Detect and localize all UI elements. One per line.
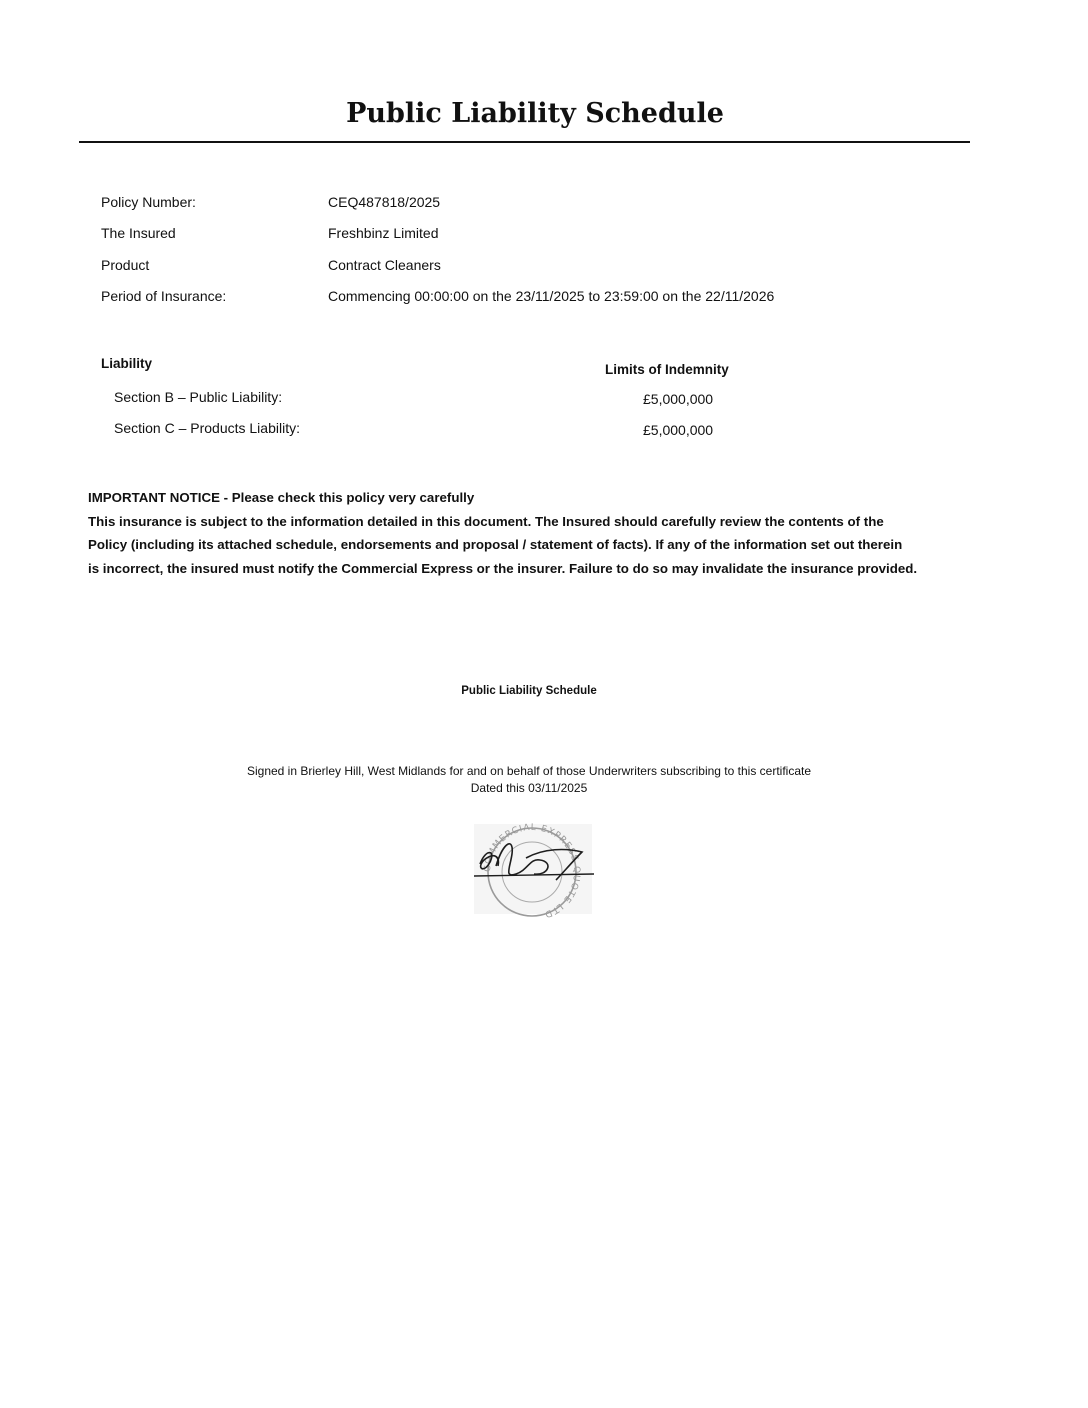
notice-title: IMPORTANT NOTICE - Please check this policy very carefully (88, 490, 475, 505)
signature-stamp (470, 818, 598, 918)
stamp-text: COMMERCIAL EXPRESS QUOTE LTD (482, 822, 582, 918)
important-notice (88, 486, 968, 580)
liability-heading: Liability (101, 356, 153, 371)
policy-number-label: Policy Number: (101, 194, 196, 210)
signed-text: Signed in Brierley Hill, West Midlands for and on behalf of those Underwriters subscribing to this certificate (246, 764, 812, 778)
product-label: Product (101, 257, 150, 273)
section-c-label: Section C – Products Liability: (114, 420, 300, 436)
period-value: Commencing 00:00:00 on the 23/11/2025 to 23:59:00 on the 22/11/2026 (328, 288, 775, 304)
section-b-limit: £5,000,000 (643, 391, 714, 407)
notice-line: Policy (including its attached schedule, endorsements and proposal / statement of facts). If any of the information set out therein (88, 537, 903, 552)
section-c-limit: £5,000,000 (643, 422, 714, 438)
policy-number-value: CEQ487818/2025 (328, 194, 441, 210)
section-b-label: Section B – Public Liability: (114, 389, 283, 405)
footer-schedule-title: Public Liability Schedule (461, 685, 597, 697)
insured-label: The Insured (101, 225, 176, 241)
product-value: Contract Cleaners (328, 257, 441, 273)
limits-heading: Limits of Indemnity (605, 362, 729, 377)
signed-block (0, 763, 1058, 797)
insured-value: Freshbinz Limited (328, 225, 439, 241)
notice-line: is incorrect, the insured must notify the Commercial Express or the insurer. Failure to do so may invalidate the insurance provided. (88, 560, 918, 576)
notice-line: This insurance is subject to the information detailed in this document. The Insured should carefully review the contents of the (88, 513, 884, 529)
document-title: Public Liability Schedule (346, 98, 724, 129)
dated-text: Dated this 03/11/2025 (470, 781, 588, 795)
period-label: Period of Insurance: (101, 288, 227, 304)
title-divider (79, 141, 970, 143)
